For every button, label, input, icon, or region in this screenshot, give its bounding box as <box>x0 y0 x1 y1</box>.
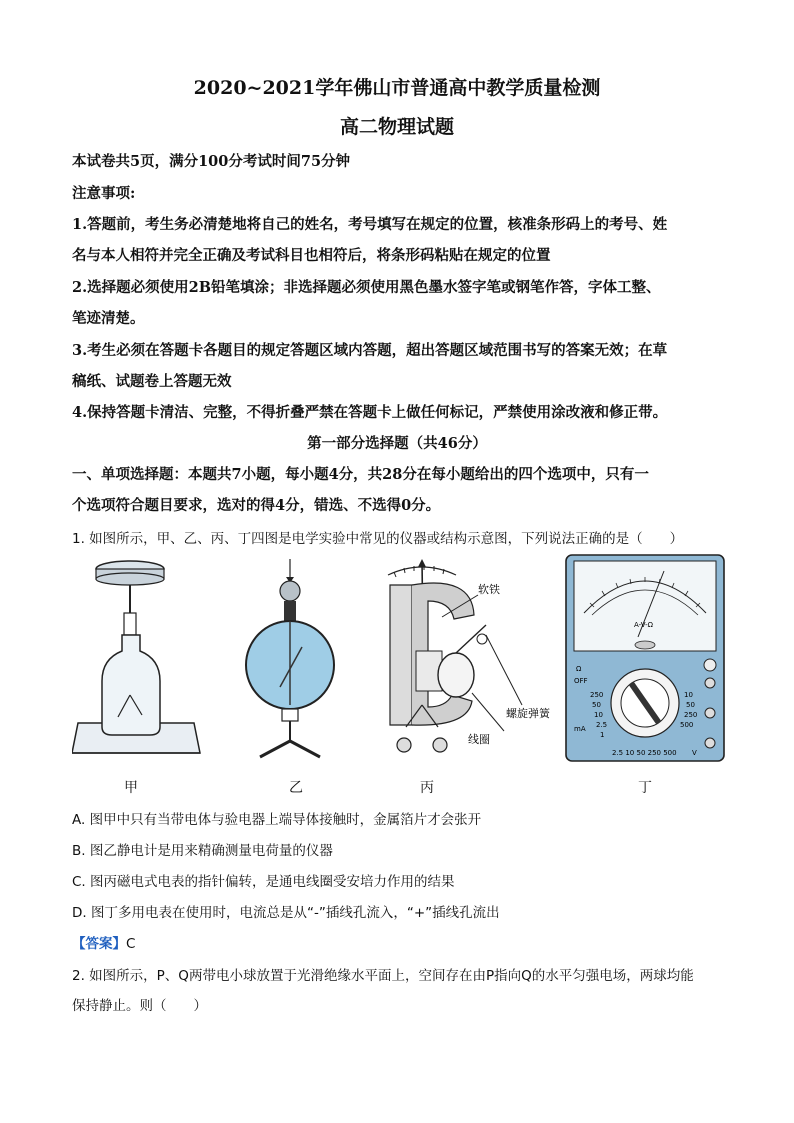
answer-label: 【答案】 <box>72 936 126 952</box>
notice-heading: 注意事项: <box>72 185 136 202</box>
v-label: V <box>692 749 697 757</box>
notice-line: 3.考生必须在答题卡各题目的规定答题区域内答题，超出答题区域范围书写的答案无效；在草 <box>72 342 668 359</box>
notice-line: 1.答题前，考生务必清楚地将自己的姓名，考号填写在规定的位置，核准条形码上的考号、姓 <box>72 216 668 233</box>
dial-left-label: 2.5 <box>596 721 608 729</box>
electrometer-figure <box>242 555 352 770</box>
answer-value: C <box>126 936 136 952</box>
section-instructions: 个选项符合题目要求，选对的得4分，错选、不选得0分。 <box>72 497 441 514</box>
notice-line: 笔迹清楚。 <box>72 310 145 327</box>
section-instructions: 一、单项选择题：本题共7小题，每小题4分，共28分在每小题给出的四个选项中，只有一 <box>72 466 649 483</box>
electroscope-figure <box>72 555 202 770</box>
dial-right-label: 250 <box>684 711 698 719</box>
part1-heading: 第一部分选择题（共46分） <box>307 435 487 452</box>
question-2-stem: 保持静止。则（ ） <box>72 998 207 1014</box>
dial-bottom-label: 2.5 10 50 250 500 <box>612 749 677 757</box>
ma-label: mA <box>574 725 586 733</box>
dial-left-label: 10 <box>594 711 603 719</box>
ohm-label: Ω <box>576 665 582 673</box>
option-c: C. 图丙磁电式电表的指针偏转，是通电线圈受安培力作用的结果 <box>72 874 455 890</box>
answer-line <box>72 932 727 952</box>
exam-subtitle: 高二物理试题 <box>339 116 454 138</box>
option-b: B. 图乙静电计是用来精确测量电荷量的仪器 <box>72 843 333 859</box>
off-label: OFF <box>574 677 588 685</box>
dial-left-label: 250 <box>590 691 604 699</box>
dial-left-label: 50 <box>592 701 601 709</box>
figure-label-ding: 丁 <box>638 780 652 796</box>
coil-label: 线圈 <box>468 733 490 746</box>
notice-line: 名与本人相符并完全正确及考试科目也相符后，将条形码粘贴在规定的位置 <box>72 247 551 264</box>
question-1-figures <box>72 555 732 800</box>
option-d: D. 图丁多用电表在使用时，电流总是从“-”插线孔流入，“+”插线孔流出 <box>72 905 500 921</box>
soft-iron-label: 软铁 <box>478 583 500 596</box>
dial-right-label: 500 <box>680 721 694 729</box>
question-2-stem: 2. 如图所示，P、Q两带电小球放置于光滑绝缘水平面上，空间存在由P指向Q的水平匀强电场，两球均能 <box>72 968 694 984</box>
moving-coil-meter-figure <box>382 555 552 770</box>
exam-info: 本试卷共5页，满分100分考试时间75分钟 <box>72 153 351 170</box>
dial-left-label: 1 <box>600 731 605 739</box>
question-1-stem: 1. 如图所示，甲、乙、丙、丁四图是电学实验中常见的仪器或结构示意图，下列说法正确的是（ ） <box>72 531 684 547</box>
notice-line: 2.选择题必须使用2B铅笔填涂；非选择题必须使用黑色墨水签字笔或钢笔作答，字体工整、 <box>72 279 661 296</box>
multimeter-figure <box>564 553 726 768</box>
figure-label-yi: 乙 <box>289 780 303 796</box>
figure-label-jia: 甲 <box>124 780 138 796</box>
figure-label-bing: 丙 <box>420 780 434 796</box>
spiral-spring-label: 螺旋弹簧 <box>506 707 550 720</box>
meter-scale-label: A-V-Ω <box>634 621 654 629</box>
exam-title: 2020~2021学年佛山市普通高中教学质量检测 <box>193 77 601 99</box>
dial-right-label: 10 <box>684 691 693 699</box>
notice-line: 稿纸、试题卷上答题无效 <box>72 373 232 390</box>
option-a: A. 图甲中只有当带电体与验电器上端导体接触时，金属箔片才会张开 <box>72 812 482 828</box>
dial-right-label: 50 <box>686 701 695 709</box>
notice-line: 4.保持答题卡清洁、完整，不得折叠严禁在答题卡上做任何标记，严禁使用涂改液和修正带。 <box>72 404 668 421</box>
